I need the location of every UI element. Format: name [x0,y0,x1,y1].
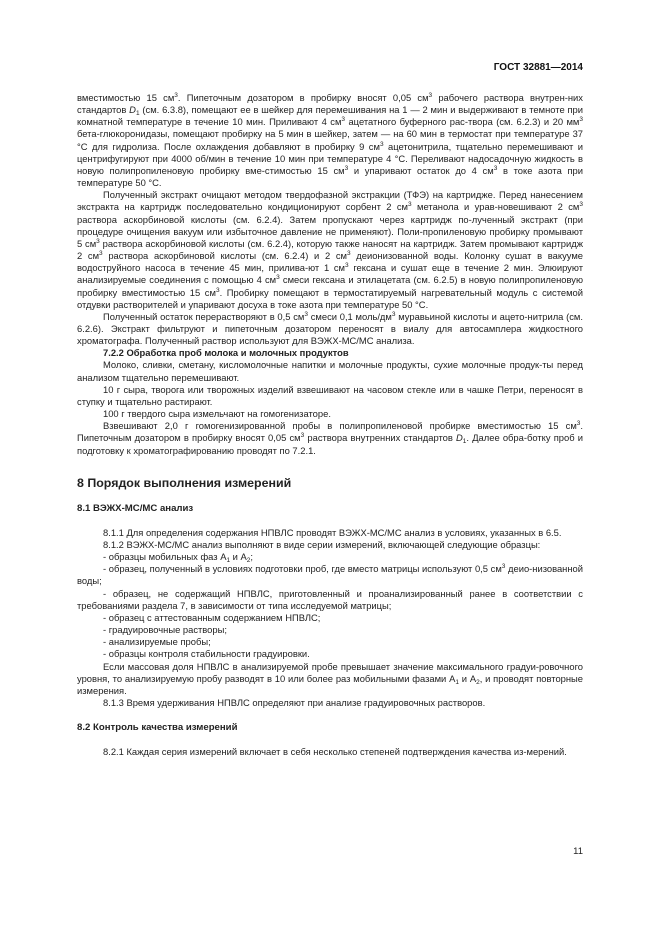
paragraph-spe-cleanup: Полученный экстракт очищают методом твердофазной экстракции (ТФЭ) на картридже. Перед нанесением экстракта на картридж последовательно кондиционируют сорбент 2 $см^3$ метанола и урав-новешивают 2 $см^3$ раствора аскорбиновой кислоты (см. 6.2.4). Затем пропускают через картридж по-лученный экстракт (при процедуре очищения вакуум или избыточное давление не применяют). Поли-пропиленовую пробирку промывают 5 $см^3$ раствора аскорбиновой кислоты (см. 6.2.4), которую также наносят на картридж. Затем промывают картридж 2 $см^3$ раствора аскорбиновой кислоты (см. 6.2.4) и 2 $см^3$ деионизованной воды. Колонку сушат в вакууме водоструйного насоса в течение 45 мин, прилива-ют 1 $см^3$ гексана и сушат еще в течение 2 мин. Элюируют анализируемые соединения с помощью 4 $см^3$ смеси гексана и этилацетата (см. 6.2.5) в новую полипропиленовую пробирку вместимостью 15 $см^3$. Пробирку помещают в термостатируемый нагревательный модуль с системой отдувки растворителей и упаривают досуха в токе азота при температуре 50 °С. [77,189,584,310]
list-item: - градуировочные растворы; [103,624,227,636]
paragraph-hard-cheese: 100 г твердого сыра измельчают на гомогенизаторе. [103,408,331,420]
heading-8-1: 8.1 ВЭЖХ-МС/МС анализ [77,502,194,514]
heading-7-2-2: 7.2.2 Обработка проб молока и молочных продуктов [103,347,349,359]
list-item: - образцы мобильных фаз $А_1$ и $А_2$; [103,551,254,565]
paragraph-extract-prep: вместимостью 15 $см^3$. Пипеточным дозатором в пробирку вносят 0,05 $см^3$ рабочего раствора внутрен-них стандартов $D_1$ (см. 6.3.8), помещают ее в шейкер для перемешивания на 1 — 2 мин и выдерживают в темноте при комнатной температуре в течение 10 мин. Приливают 4 $см^3$ ацетатного буферного рас-твора (см. 6.2.3) и 20 $мм^3$ бета-глюкоронидазы, помещают пробирку на 5 мин в шейкер, затем — на 60 мин в термостат при температуре 37 °С для гидролиза. После охлаждения добавляют в пробирку 9 $см^3$ ацетонитрила, тщательно перемешивают и центрифугируют при 4000 об/мин в течение 10 мин при температуре 4 °С. Переливают надосадочную жидкость в новую полипропиленовую пробирку вме-стимостью 15 $см^3$ и упаривают остаток до 4 $см^3$ в токе азота при температуре 50 °С. [77,92,583,189]
list-item: - образец, не содержащий НПВЛС, приготовленный и проанализированный ранее в соответствии с требованиями раздела 7, в зависимости от типа исследуемой матрицы; [77,587,583,611]
paragraph-cheese-weighing: 10 г сыра, творога или творожных изделий взвешивают на часовом стекле или в чашке Петри, переносят в ступку и тщательно растирают. [77,383,583,407]
list-item: - анализируемые пробы; [103,636,211,648]
paragraph-8-1-2: 8.1.2 ВЭЖХ-МС/МС анализ выполняют в виде серии измерений, включающей следующие образцы: [103,539,541,550]
heading-section-8: 8 Порядок выполнения измерений [77,475,292,490]
list-item: - образец, полученный в условиях подготовки проб, где вместо матрицы используют 0,5 $см^3$ деио-низованной воды; [77,563,583,587]
paragraph-8-1-3: 8.1.3 Время удерживания НПВЛС определяют при анализе градуировочных растворов. [103,697,486,709]
paragraph-mass-fraction: Если массовая доля НПВЛС в анализируемой пробе превышает значение максимального градуи-ровочного уровня, то анализируемую пробу разводят в 10 или более раз мобильными фазами $А_1$ и $А_2$, и проводят повторные измерения. [77,660,584,696]
document-body [77,92,583,759]
paragraph-8-2-1: 8.2.1 Каждая серия измерений включает в себя несколько степеней подтверждения качества из-мерений. [103,746,567,758]
paragraph-homogenized-sample: Взвешивают 2,0 г гомогенизированной пробы в полипропиленовой пробирке вместимостью 15 $см^3$. Пипеточным дозатором в пробирку вносят 0,05 $см^3$ раствора внутренних стандартов $D_1$. Далее обра-ботку проб и подготовку к хроматографированию проводят по 7.2.1. [77,420,583,456]
paragraph-8-1-1: 8.1.1 Для определения содержания НПВЛС проводят ВЭЖХ-МС/МС анализ в условиях, указанных в 6.5. [103,526,562,538]
heading-8-2: 8.2 Контроль качества измерений [77,722,238,734]
standard-header: ГОСТ 32881—2014 [493,62,583,73]
paragraph-reconstitution: Полученный остаток перерастворяют в 0,5 $см^3$ смеси 0,1 моль/$дм^3$ муравьиной кислоты и ацето-нитрила (см. 6.2.6). Экстракт фильтруют и пипеточным дозатором переносят в виалу для автосамплера жидкостного хроматографа. Полученный раствор используют для ВЭЖХ-МС/МС анализа. [77,310,583,347]
list-item: - образец с аттестованным содержанием НПВЛС; [103,611,321,623]
list-item: - образцы контроля стабильности градуировки. [103,648,310,660]
paragraph-milk-mixing: Молоко, сливки, сметану, кисломолочные напитки и молочные продукты, сухие молочные продук-ты перед анализом тщательно перемешивают. [77,359,583,383]
page-number: 11 [573,846,583,857]
